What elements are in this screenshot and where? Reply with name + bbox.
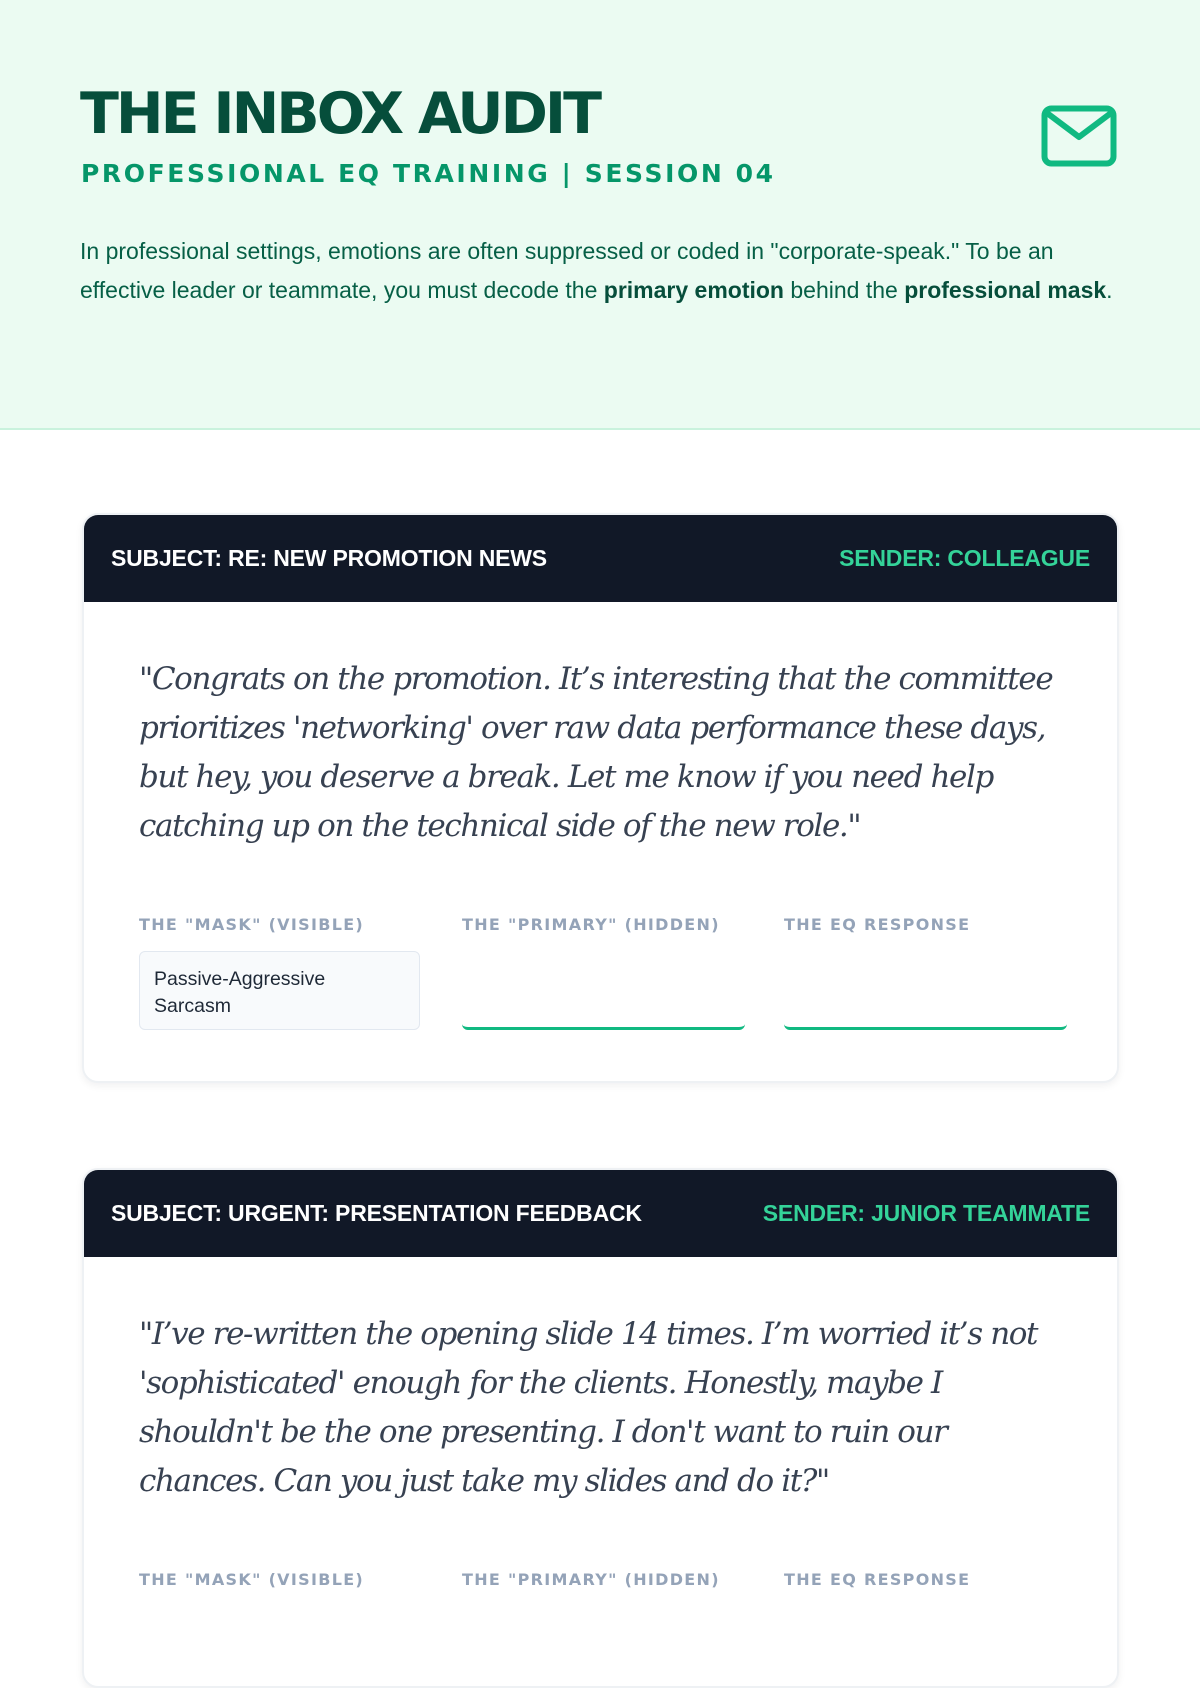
eq-response-input[interactable] — [784, 951, 1067, 1030]
primary-emotion-input[interactable] — [462, 951, 745, 1030]
email-card-header — [84, 1170, 1117, 1257]
envelope-icon — [1041, 105, 1117, 167]
page-title: THE INBOX AUDIT — [80, 81, 599, 147]
mask-label: THE "MASK" (VISIBLE) — [139, 915, 365, 934]
intro-text-part: In professional settings, emotions are often suppressed or coded in "corporate-speak." To be an effective leader or teammate, you must decode the — [80, 238, 1054, 303]
email-card — [82, 513, 1119, 1083]
email-card-header — [84, 515, 1117, 602]
intro-text-end: . — [1106, 276, 1113, 303]
intro-text-part: behind the — [783, 276, 905, 303]
response-label: THE EQ RESPONSE — [784, 1570, 971, 1589]
page-header — [0, 0, 1200, 430]
email-quote: "I’ve re-written the opening slide 14 times. I’m worried it’s not 'sophisticated' enough for the clients. Honestly, maybe I shouldn't be the one presenting. I don't want to ruin our chances. Can you just take my slides and do it?" — [139, 1316, 1038, 1499]
response-label: THE EQ RESPONSE — [784, 915, 971, 934]
mask-label: THE "MASK" (VISIBLE) — [139, 1570, 365, 1589]
email-sender: SENDER: COLLEAGUE — [839, 545, 1090, 571]
intro-emphasis-professional-mask: professional mask — [904, 276, 1107, 303]
page-subtitle: PROFESSIONAL EQ TRAINING | SESSION 04 — [81, 159, 776, 188]
primary-label: THE "PRIMARY" (HIDDEN) — [462, 915, 720, 934]
email-card — [82, 1168, 1119, 1688]
intro-text — [80, 232, 1120, 309]
email-quote: "Congrats on the promotion. It’s interesting that the committee prioritizes 'networking' over raw data performance these days, but hey, you deserve a break. Let me know if you need help catching up on the technical side of the new role." — [139, 661, 1053, 844]
email-subject: SUBJECT: URGENT: PRESENTATION FEEDBACK — [111, 1200, 642, 1226]
primary-label: THE "PRIMARY" (HIDDEN) — [462, 1570, 720, 1589]
mask-answer-box: Passive-Aggressive Sarcasm — [139, 951, 420, 1030]
email-subject: SUBJECT: RE: NEW PROMOTION NEWS — [111, 545, 547, 571]
email-sender: SENDER: JUNIOR TEAMMATE — [762, 1200, 1090, 1226]
intro-emphasis-primary-emotion: primary emotion — [603, 276, 784, 303]
